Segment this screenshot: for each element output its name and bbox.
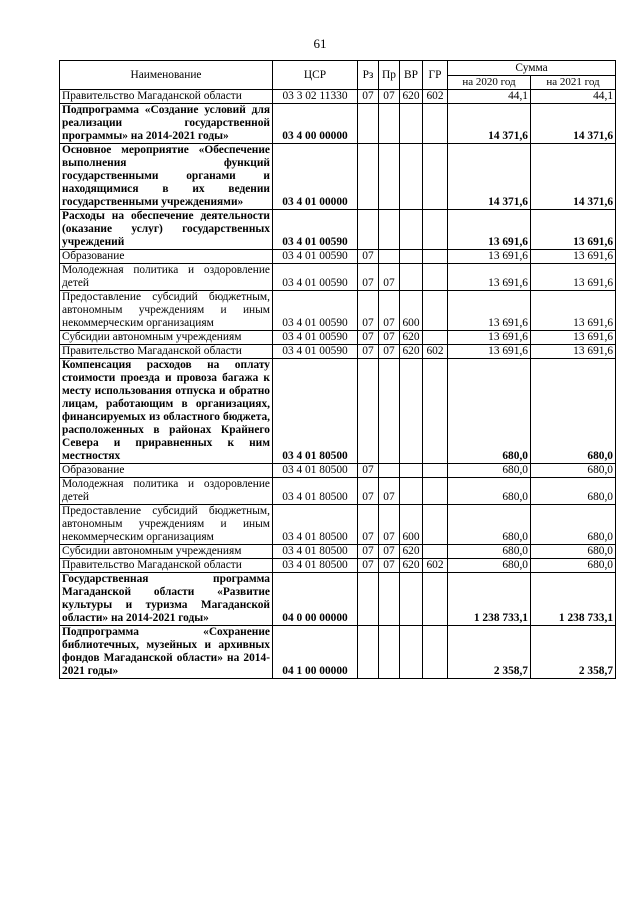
table-row xyxy=(60,626,616,679)
row-gr xyxy=(423,144,448,210)
row-sum-2021: 44,1 xyxy=(531,90,616,104)
row-csr: 03 4 01 00590 xyxy=(273,291,358,331)
row-vr: 600 xyxy=(400,505,423,545)
row-gr xyxy=(423,626,448,679)
row-rz xyxy=(358,104,379,144)
row-rz xyxy=(358,144,379,210)
row-csr: 03 4 01 80500 xyxy=(273,478,358,505)
row-name: Подпрограмма «Создание условий для реализации государственной программы» на 2014-2021 годы» xyxy=(60,104,273,144)
row-sum-2020: 680,0 xyxy=(448,505,531,545)
row-csr: 03 4 01 00590 xyxy=(273,250,358,264)
row-vr: 620 xyxy=(400,345,423,359)
row-sum-2020: 680,0 xyxy=(448,359,531,464)
row-sum-2021: 680,0 xyxy=(531,559,616,573)
row-pr xyxy=(379,359,400,464)
table-row xyxy=(60,545,616,559)
row-vr xyxy=(400,104,423,144)
row-rz: 07 xyxy=(358,331,379,345)
table-header-row xyxy=(60,61,616,76)
row-vr: 620 xyxy=(400,331,423,345)
table-row xyxy=(60,264,616,291)
row-name: Правительство Магаданской области xyxy=(60,559,273,573)
row-pr xyxy=(379,210,400,250)
column-header-2021: на 2021 год xyxy=(531,76,616,90)
row-sum-2020: 13 691,6 xyxy=(448,291,531,331)
row-csr: 03 4 01 80500 xyxy=(273,505,358,545)
row-gr xyxy=(423,104,448,144)
table-row xyxy=(60,331,616,345)
row-sum-2020: 14 371,6 xyxy=(448,104,531,144)
row-csr: 03 4 01 80500 xyxy=(273,464,358,478)
row-sum-2021: 2 358,7 xyxy=(531,626,616,679)
row-pr: 07 xyxy=(379,331,400,345)
page-number: 61 xyxy=(313,36,327,51)
row-pr: 07 xyxy=(379,345,400,359)
row-vr: 620 xyxy=(400,90,423,104)
row-sum-2021: 680,0 xyxy=(531,359,616,464)
row-gr xyxy=(423,505,448,545)
row-pr: 07 xyxy=(379,291,400,331)
row-csr: 03 4 01 80500 xyxy=(273,359,358,464)
row-pr xyxy=(379,250,400,264)
row-gr xyxy=(423,250,448,264)
row-gr xyxy=(423,478,448,505)
row-vr xyxy=(400,144,423,210)
row-vr xyxy=(400,359,423,464)
table-row xyxy=(60,144,616,210)
table-row xyxy=(60,559,616,573)
row-sum-2021: 14 371,6 xyxy=(531,104,616,144)
row-name: Основное мероприятие «Обеспечение выполнения функций государственными органами и находящимися в их ведении государственными учреждениями» xyxy=(60,144,273,210)
row-name: Образование xyxy=(60,464,273,478)
row-vr xyxy=(400,250,423,264)
row-gr: 602 xyxy=(423,90,448,104)
row-rz: 07 xyxy=(358,291,379,331)
row-pr: 07 xyxy=(379,559,400,573)
row-sum-2020: 13 691,6 xyxy=(448,210,531,250)
row-sum-2020: 13 691,6 xyxy=(448,345,531,359)
row-gr xyxy=(423,573,448,626)
column-header-gr: ГР xyxy=(423,61,448,90)
row-sum-2021: 680,0 xyxy=(531,464,616,478)
table-row xyxy=(60,291,616,331)
row-sum-2020: 14 371,6 xyxy=(448,144,531,210)
row-sum-2021: 14 371,6 xyxy=(531,144,616,210)
row-rz: 07 xyxy=(358,478,379,505)
budget-table xyxy=(59,60,616,679)
row-csr: 03 4 01 00590 xyxy=(273,264,358,291)
row-sum-2020: 680,0 xyxy=(448,478,531,505)
row-gr xyxy=(423,264,448,291)
row-name: Подпрограмма «Сохранение библиотечных, музейных и архивных фондов Магаданской области» на 2014-2021 годы» xyxy=(60,626,273,679)
row-pr: 07 xyxy=(379,505,400,545)
row-sum-2021: 13 691,6 xyxy=(531,264,616,291)
row-csr: 04 1 00 00000 xyxy=(273,626,358,679)
row-rz: 07 xyxy=(358,90,379,104)
row-gr: 602 xyxy=(423,559,448,573)
table-row xyxy=(60,104,616,144)
row-vr: 620 xyxy=(400,545,423,559)
row-sum-2020: 680,0 xyxy=(448,559,531,573)
row-name: Молодежная политика и оздоровление детей xyxy=(60,264,273,291)
row-name: Молодежная политика и оздоровление детей xyxy=(60,478,273,505)
row-pr: 07 xyxy=(379,478,400,505)
row-rz: 07 xyxy=(358,545,379,559)
table-row xyxy=(60,250,616,264)
row-vr xyxy=(400,210,423,250)
row-sum-2020: 680,0 xyxy=(448,545,531,559)
row-sum-2020: 2 358,7 xyxy=(448,626,531,679)
row-name: Правительство Магаданской области xyxy=(60,345,273,359)
row-name: Компенсация расходов на оплату стоимости проезда и провоза багажа к месту использования отпуска и обратно лицам, работающим в организациях, финансируемых из областного бюджета, расположенных в районах Крайнего Севера и приравненных к ним местностях xyxy=(60,359,273,464)
row-sum-2021: 13 691,6 xyxy=(531,210,616,250)
row-sum-2021: 13 691,6 xyxy=(531,331,616,345)
column-header-rz: Рз xyxy=(358,61,379,90)
row-sum-2020: 44,1 xyxy=(448,90,531,104)
row-gr xyxy=(423,359,448,464)
row-pr xyxy=(379,626,400,679)
table-row xyxy=(60,90,616,104)
row-vr: 600 xyxy=(400,291,423,331)
row-sum-2021: 680,0 xyxy=(531,478,616,505)
row-csr: 04 0 00 00000 xyxy=(273,573,358,626)
row-csr: 03 4 01 00590 xyxy=(273,345,358,359)
row-pr xyxy=(379,104,400,144)
column-header-vr: ВР xyxy=(400,61,423,90)
row-pr: 07 xyxy=(379,90,400,104)
row-csr: 03 4 01 80500 xyxy=(273,545,358,559)
table-body xyxy=(60,90,616,679)
row-name: Государственная программа Магаданской области «Развитие культуры и туризма Магаданской области» на 2014-2021 годы» xyxy=(60,573,273,626)
table-row xyxy=(60,359,616,464)
column-header-name: Наименование xyxy=(60,61,273,90)
row-csr: 03 3 02 11330 xyxy=(273,90,358,104)
table-row xyxy=(60,505,616,545)
row-gr: 602 xyxy=(423,345,448,359)
row-sum-2020: 1 238 733,1 xyxy=(448,573,531,626)
row-rz xyxy=(358,359,379,464)
row-sum-2021: 13 691,6 xyxy=(531,250,616,264)
row-vr: 620 xyxy=(400,559,423,573)
row-rz: 07 xyxy=(358,345,379,359)
row-gr xyxy=(423,545,448,559)
row-rz: 07 xyxy=(358,250,379,264)
row-csr: 03 4 01 00000 xyxy=(273,144,358,210)
row-sum-2021: 13 691,6 xyxy=(531,345,616,359)
row-rz: 07 xyxy=(358,559,379,573)
row-vr xyxy=(400,626,423,679)
row-sum-2020: 13 691,6 xyxy=(448,331,531,345)
row-name: Субсидии автономным учреждениям xyxy=(60,331,273,345)
table-row xyxy=(60,210,616,250)
column-header-csr: ЦСР xyxy=(273,61,358,90)
table-row xyxy=(60,464,616,478)
row-gr xyxy=(423,210,448,250)
row-sum-2021: 680,0 xyxy=(531,505,616,545)
row-name: Предоставление субсидий бюджетным, автономным учреждениям и иным некоммерческим организациям xyxy=(60,291,273,331)
row-name: Правительство Магаданской области xyxy=(60,90,273,104)
row-pr xyxy=(379,144,400,210)
table-row xyxy=(60,345,616,359)
row-rz: 07 xyxy=(358,464,379,478)
table-row xyxy=(60,573,616,626)
row-name: Расходы на обеспечение деятельности (оказание услуг) государственных учреждений xyxy=(60,210,273,250)
row-csr: 03 4 01 80500 xyxy=(273,559,358,573)
column-header-2020: на 2020 год xyxy=(448,76,531,90)
row-name: Субсидии автономным учреждениям xyxy=(60,545,273,559)
row-name: Образование xyxy=(60,250,273,264)
row-csr: 03 4 01 00590 xyxy=(273,331,358,345)
row-rz xyxy=(358,573,379,626)
row-vr xyxy=(400,264,423,291)
row-rz: 07 xyxy=(358,505,379,545)
table-row xyxy=(60,478,616,505)
row-csr: 03 4 01 00590 xyxy=(273,210,358,250)
row-vr xyxy=(400,573,423,626)
row-sum-2020: 680,0 xyxy=(448,464,531,478)
row-rz xyxy=(358,626,379,679)
column-header-sum: Сумма xyxy=(448,61,616,76)
row-gr xyxy=(423,331,448,345)
row-sum-2020: 13 691,6 xyxy=(448,250,531,264)
row-rz: 07 xyxy=(358,264,379,291)
row-pr: 07 xyxy=(379,545,400,559)
row-gr xyxy=(423,464,448,478)
row-pr xyxy=(379,464,400,478)
row-csr: 03 4 00 00000 xyxy=(273,104,358,144)
row-sum-2021: 680,0 xyxy=(531,545,616,559)
column-header-pr: Пр xyxy=(379,61,400,90)
row-pr: 07 xyxy=(379,264,400,291)
row-sum-2020: 13 691,6 xyxy=(448,264,531,291)
row-rz xyxy=(358,210,379,250)
row-pr xyxy=(379,573,400,626)
row-name: Предоставление субсидий бюджетным, автономным учреждениям и иным некоммерческим организациям xyxy=(60,505,273,545)
row-gr xyxy=(423,291,448,331)
row-vr xyxy=(400,478,423,505)
row-vr xyxy=(400,464,423,478)
row-sum-2021: 1 238 733,1 xyxy=(531,573,616,626)
row-sum-2021: 13 691,6 xyxy=(531,291,616,331)
